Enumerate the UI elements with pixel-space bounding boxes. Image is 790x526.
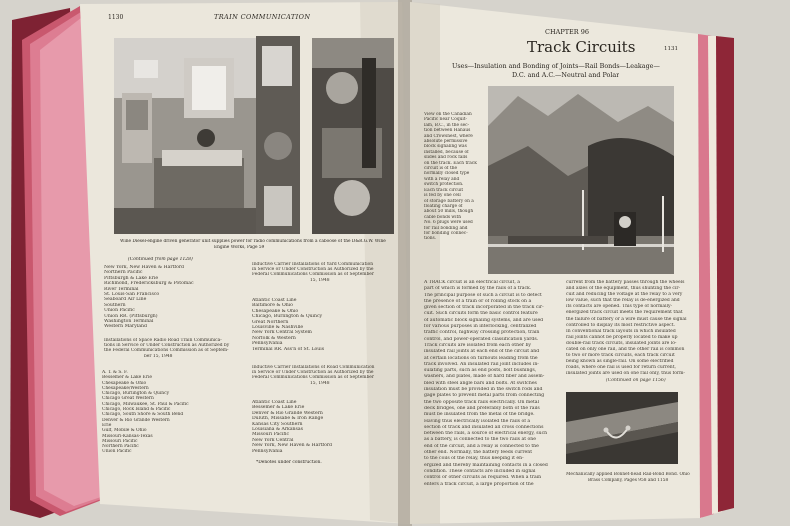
text-line: rail joints cannot be properly located to make up (566, 334, 678, 340)
text-line: bled with steel angle bars and bolts. At switches (424, 380, 537, 386)
caption-line: floating charge of (424, 203, 463, 209)
list-item: Pittsburgh & Lake Erie (104, 275, 159, 281)
caption-line: View on the Canadian (424, 112, 472, 117)
text-line: being known as single-rail. On some electrified (566, 359, 674, 365)
list-item: Bessemer & Lake Erie (252, 405, 305, 411)
caption-line: tions. (424, 236, 437, 242)
list-item: Atlantic Coast Line (252, 298, 297, 303)
list-item: Northern Pacific (102, 444, 139, 450)
text-line: the presence of a train or of rolling stock on a (424, 298, 532, 304)
left-column-2-heading (252, 262, 398, 283)
caption-line: switch protection. (424, 182, 464, 188)
list-item: St. Louis-San Francisco (104, 292, 160, 298)
left-column-1-list-2 (102, 370, 242, 455)
list-item: Washington Terminal (104, 319, 154, 325)
list-item: Atlantic Coast Line (252, 400, 297, 405)
list-item: Northern Pacific (104, 270, 143, 276)
left-page-number: 1130 (108, 14, 124, 21)
text-line: cuit. Such circuits form the basic control feature (424, 311, 538, 317)
list-item: Union Pacific (102, 449, 132, 455)
caption-line: of storage battery on a (424, 198, 474, 204)
list-item: Duluth, Missabe & Iron Range (252, 416, 324, 422)
heading-line: in Service or Under Construction as Authorized by the (252, 370, 374, 376)
heading-line: the Federal Communications Commission as of Septem- (104, 348, 229, 354)
text-line: section of track and insulated all cross connections (424, 424, 544, 430)
text-line: condition. These contacts are included in signal (424, 468, 536, 474)
heading-line: in Service or Under Construction as Authorized by the (252, 267, 374, 273)
text-line: the two opposite track rails electrically. On metal (424, 399, 539, 405)
mountain-train-photo (488, 86, 674, 274)
caption-line: cable bonds with (424, 214, 461, 220)
text-line: to the coils of the relay, thus keeping it en- (424, 456, 524, 462)
list-item: Norfolk & Western (252, 335, 296, 341)
text-line: control, and power-operated classification yards. (424, 336, 539, 342)
caption-line: is fed by one cell (424, 193, 461, 199)
list-item: New York, New Haven & Hartford (252, 443, 332, 449)
caption-line: No. 6 plugs were used (424, 220, 473, 226)
text-line: at certain locations on turnouts leading from the (424, 355, 538, 361)
text-line: between the rails, a source of electrical energy, such (424, 431, 548, 437)
list-item: Bessemer & Lake Erie (102, 375, 152, 381)
list-item: New York, New Haven & Hartford (104, 265, 184, 270)
caption-line: Pacific near Coquit- (424, 117, 467, 123)
caption-line: for rail bonding and (424, 225, 468, 231)
diesel-generator-photo (114, 38, 256, 234)
text-line: low value, such that the relay is de-energized and (566, 298, 680, 304)
text-line: to two or more track circuits, each track circuit (566, 353, 675, 359)
text-line: insulated joints are used on one rail only, thus form- (566, 371, 685, 377)
list-item: Kansas City Southern (252, 421, 303, 427)
caption-line: for bonding connec- (424, 230, 468, 236)
right-page-number: 1131 (664, 46, 678, 52)
list-item: Chicago, Rock Island & Pacific (102, 407, 171, 413)
chapter-label: CHAPTER 96 (545, 28, 590, 36)
text-line: current from the battery passes through the wheels (566, 280, 685, 285)
caption-line: circuit is of the (424, 166, 458, 172)
list-item: Chicago, Burlington & Quincy (102, 391, 170, 397)
list-item: New York Central System (252, 330, 312, 336)
list-item: Missouri Pacific (102, 438, 138, 444)
caption-line: block signaling was (424, 144, 467, 150)
caption-line: Mechanically applied Bonnet-head Rail-Bond Bond. Ohio (566, 472, 690, 477)
left-column-2-list-2 (252, 400, 400, 454)
text-line: traffic control, highway crossing protection, train (424, 330, 540, 336)
text-line: energized track circuit meets the requirement that (566, 310, 683, 316)
caption-line: on the track. Each track (424, 160, 477, 166)
photo-caption-line-1: Wine Diesel-engine driven generator unit supplies power for radio communications from a caboose of the D&R.G.W. Wine (120, 239, 386, 244)
text-line: the failure of battery or a wire must cause the signal (566, 316, 687, 322)
list-item: Chicago, South Shore & South Bend (102, 412, 184, 418)
text-line: enters a track circuit, a large proportion of the (424, 481, 534, 487)
text-line: cated on only one rail, and the other rail is common (566, 347, 685, 353)
left-column-2-list (252, 298, 398, 352)
photo-caption-line-2: Engine Works, Page 59 (214, 245, 265, 250)
caption-line: and Crowsnest, where (424, 133, 473, 139)
text-line: sulating parts, such as end posts, bolt bushings, (424, 368, 537, 374)
text-line: deck bridges, one and preferably both of the rails (424, 405, 540, 411)
rail-bond-caption (566, 472, 692, 483)
list-item: Missouri-Kansas-Texas (102, 433, 153, 439)
list-item: Western Maryland (104, 324, 147, 330)
text-line: given section of track incorporated in the track cir- (424, 305, 544, 311)
text-line: of automatic block signaling systems, and are used (424, 317, 544, 323)
text-line: end of the circuit, and a relay is connected to the (424, 443, 539, 449)
heading-line: Federal Communications Commission as of September (252, 375, 374, 381)
list-item: Terminal RR. Ass'n of St. Louis (252, 346, 325, 352)
heading-line: Installations of Space Radio Road Train Communica- (104, 338, 222, 343)
chapter-subtitle-line-2: D.C. and A.C.—Neutral and Polar (512, 71, 620, 79)
text-line: part of which is formed by the rails of a track. (424, 286, 532, 292)
list-item: Missouri Pacific (252, 432, 290, 438)
left-column-1-heading (104, 338, 248, 359)
text-line: ergized and thereby maintaining contacts in a closed (424, 462, 548, 468)
chapter-subtitle-line-1: Uses—Insulation and Bonding of Joints—Rail Bonds—Leakage— (452, 62, 660, 70)
text-line: insulated rail joints at each end of the circuit and (424, 349, 540, 355)
caption-line: absolute permissive (424, 139, 468, 145)
left-column-2-heading-2 (252, 365, 400, 386)
list-item: Gulf, Mobile & Ohio (102, 428, 147, 434)
list-item: Pennsylvania (252, 448, 283, 454)
text-line: controlled to display its most restrictive aspect. (566, 322, 675, 328)
caption-line: about 50 mills, though (424, 209, 474, 215)
list-item: Denver & Rio Grande Western (252, 410, 323, 416)
list-item: Chesapeake & Ohio (102, 380, 147, 386)
heading-line: tions in Service or Under Construction as Authorized by (104, 343, 230, 349)
text-line: In conventional track layouts in which insulated (566, 328, 676, 334)
text-line: double-rail track circuits, insulated joints are lo- (566, 340, 677, 346)
text-line: for various purposes in interlocking, centralized (424, 324, 537, 330)
text-line: as a battery, is connected to the two rails at one (424, 437, 536, 443)
list-item: River Terminal (104, 286, 139, 292)
body-column-1 (424, 280, 558, 488)
left-running-head: TRAIN COMMUNICATION (214, 13, 311, 21)
chapter-title: Track Circuits (527, 38, 636, 56)
list-item: Seaboard Air Line (104, 297, 147, 303)
list-item: Southern (104, 302, 126, 308)
text-line: washers, and plates, made of hard fiber and assem- (424, 374, 545, 380)
heading-line: 15, 1948 (310, 380, 330, 386)
engine-unit-photo (312, 38, 394, 234)
right-book-cover (716, 36, 734, 512)
body-column-2 (566, 280, 696, 384)
caption-line: slides and rock falls (424, 155, 468, 161)
generator-machinery-photo (256, 36, 300, 234)
caption-line: Each track circuit (424, 187, 464, 193)
text-line: track involved. An insulated rail joint includes in- (424, 361, 539, 367)
list-item: Louisville & Nashville (252, 325, 304, 331)
heading-line: Federal Communications Commission as of September (252, 272, 374, 278)
list-item: New York Central (252, 437, 294, 443)
list-item: Chesapeake & Ohio (252, 308, 299, 314)
heading-line: ber 15, 1948 (144, 353, 173, 359)
text-line: other end. Normally, the battery feeds current (424, 450, 533, 456)
list-item: Great Northern (252, 319, 289, 325)
caption-line: tion between Hanaus (424, 128, 471, 134)
list-item: Denver & Rio Grande Western (102, 417, 170, 423)
list-item: Louisiana & Arkansas (252, 427, 303, 433)
text-line: its contacts are opened. This type of normally- (566, 304, 673, 310)
footnote: *Denotes under construction. (256, 460, 322, 465)
caption-line: with a relay and (424, 176, 460, 182)
caption-line: installed, because of (424, 149, 469, 155)
text-line: must be insulated from the metal of the bridge. (424, 412, 535, 418)
list-item: Chicago Great Western (102, 396, 154, 402)
caption-line: lam, B.C., in the sec- (424, 122, 470, 128)
text-line: cuit and reducing the voltage at the relay to a very (566, 292, 683, 298)
heading-line: Inductive Carrier Installations of Yard Communication (252, 262, 374, 267)
list-item: Chicago, Milwaukee, St. Paul & Pacific (102, 401, 189, 407)
list-item: Richmond, Fredericksburg & Potomac (104, 281, 194, 287)
list-item: Union RR. (Pittsburgh) (104, 313, 158, 319)
text-line: and axles of the equipment, thus shunting the cir- (566, 286, 681, 292)
text-line: roads, where one rail is used for return current, (566, 365, 676, 371)
caption-line: normally closed type (424, 171, 470, 177)
heading-line: Inductive Carrier Installations of Road Communication (252, 365, 375, 370)
text-line: Having thus electrically isolated the rails of a (424, 418, 531, 424)
list-item: Pennsylvania (252, 341, 283, 347)
text-line: The principal purpose of such a circuit is to detect (424, 292, 542, 298)
text-line: A TRACK circuit is an electrical circuit, a (424, 280, 520, 285)
list-item: Union Pacific (104, 308, 135, 314)
text-line: (Continued on page 1156) (606, 377, 666, 383)
list-item: Chesapeake/Western (102, 385, 149, 391)
text-line: control or other circuits as required. When a train (424, 475, 542, 481)
list-item: Chicago, Burlington & Quincy (252, 314, 323, 320)
list-item: Erie (102, 422, 112, 428)
left-column-1-list (104, 265, 244, 330)
text-line: insulation must be provided in the switch rods and (424, 387, 543, 393)
heading-line: 15, 1948 (310, 277, 330, 283)
side-photo-caption (424, 112, 484, 242)
text-line: gage plates to prevent metal parts from connecting (424, 393, 545, 399)
continued-from-note: (Continued from page 1128) (128, 257, 193, 262)
caption-line: Brass Company, Pages 958 and 1158 (588, 477, 669, 483)
text-line: Track circuits are isolated from each other by (424, 342, 532, 348)
list-item: Baltimore & Ohio (252, 303, 293, 309)
rail-bond-photo (566, 392, 678, 464)
list-item: A. T. & S. F. (102, 370, 128, 375)
